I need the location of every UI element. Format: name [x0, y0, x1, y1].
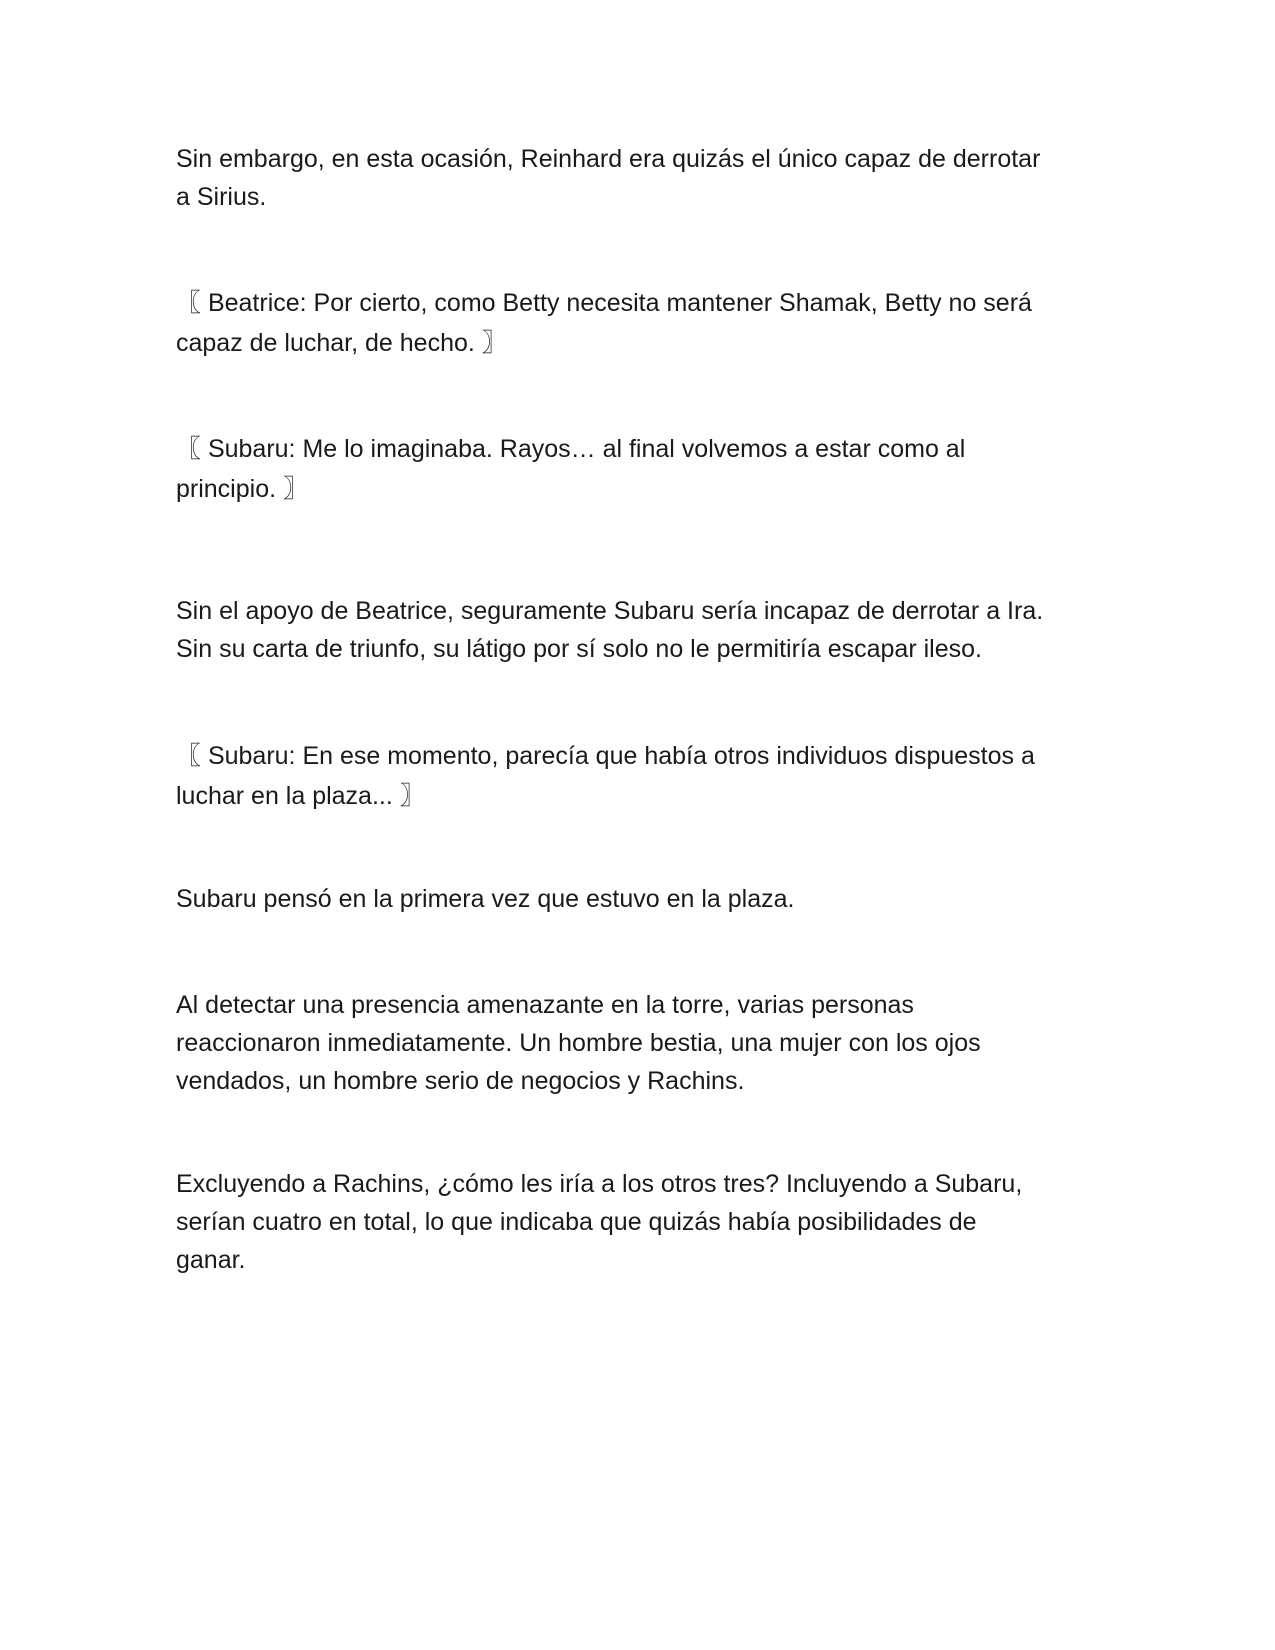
dialogue-beatrice: 〖 Beatrice: Por cierto, como Betty necesita mantener Shamak, Betty no será capaz de luchar, de hecho. 〗 — [176, 289, 1032, 357]
paragraph-1: Sin embargo, en esta ocasión, Reinhard era quizás el único capaz de derrotar a Sirius. — [176, 145, 1041, 211]
dialogue-subaru-1: 〖 Subaru: Me lo imaginaba. Rayos… al final volvemos a estar como al principio. 〗 — [176, 435, 966, 503]
paragraph-6: Subaru pensó en la primera vez que estuvo en la plaza. — [176, 885, 795, 913]
paragraph-4: Sin el apoyo de Beatrice, seguramente Subaru sería incapaz de derrotar a Ira. Sin su carta de triunfo, su látigo por sí solo no le permitiría escapar ileso. — [176, 597, 1044, 663]
dialogue-subaru-2: 〖 Subaru: En ese momento, parecía que había otros individuos dispuestos a luchar en la plaza... 〗 — [176, 742, 1035, 810]
paragraph-7: Al detectar una presencia amenazante en la torre, varias personas reaccionaron inmediatamente. Un hombre bestia, una mujer con los ojos vendados, un hombre serio de negocios y Rachins. — [176, 991, 981, 1095]
paragraph-8: Excluyendo a Rachins, ¿cómo les iría a los otros tres? Incluyendo a Subaru, serían cuatro en total, lo que indicaba que quizás había posibilidades de ganar. — [176, 1170, 1023, 1274]
